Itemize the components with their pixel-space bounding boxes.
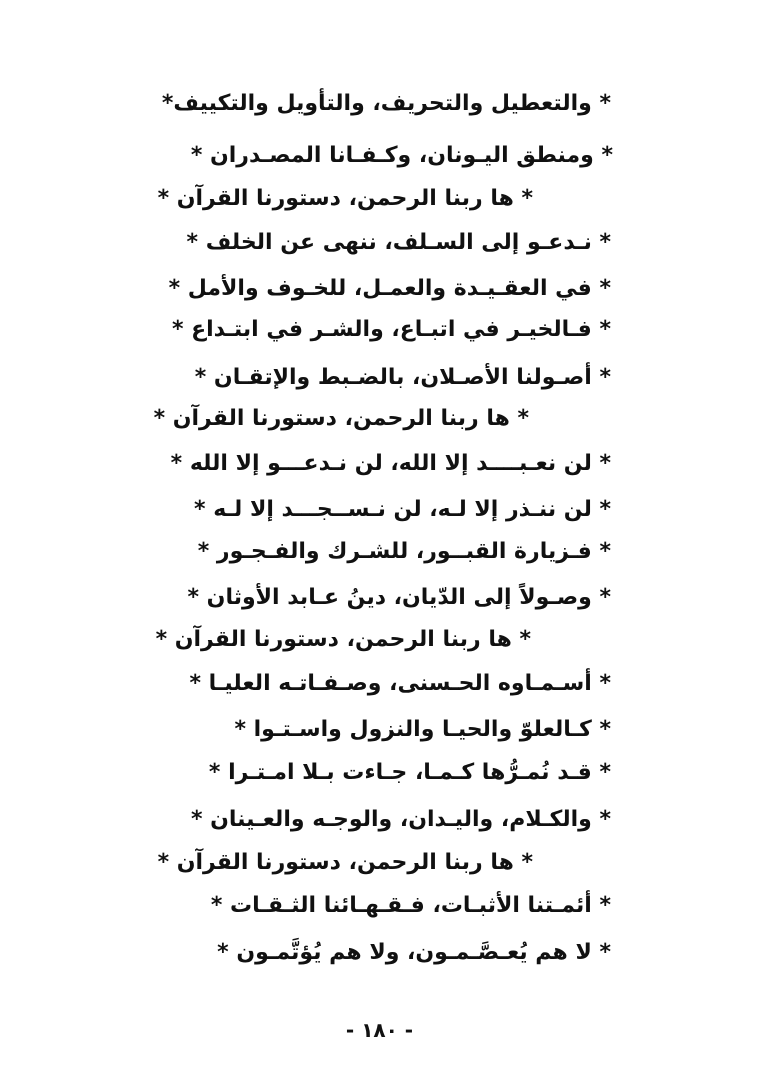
verse-line: * ومنطق اليـونان، وكـفـانا المصـدران * <box>190 143 613 168</box>
verse-line: * أسـمـاوه الحـسنى، وصـفـاتـه العليـا * <box>189 671 611 696</box>
verse-line: * ها ربنا الرحمن، دستورنا القرآن * <box>157 850 533 875</box>
verse-line: * لن ننـذر إلا لـه، لن نـســجـــد إلا لـه * <box>194 497 611 522</box>
verse-line: * لن نعـبــــد إلا الله، لن نـدعـــو إلا الله * <box>170 451 611 476</box>
verse-line: * فـزيارة القبــور، للشـرك والفـجـور * <box>197 539 611 564</box>
verse-line: * ها ربنا الرحمن، دستورنا القرآن * <box>153 406 529 431</box>
verse-line: * قـد نُمـرُّها كـمـا، جـاءت بـلا امـتـرا * <box>208 760 611 785</box>
verse-line: * وصـولاً إلى الدّيان، دينُ عـابد الأوثان * <box>187 585 611 610</box>
verse-line: * كـالعلوّ والحيـا والنزول واسـتـوا * <box>234 717 611 742</box>
verse-line: * في العقـيـدة والعمـل، للخـوف والأمل * <box>168 276 611 301</box>
verse-line: * ها ربنا الرحمن، دستورنا القرآن * <box>157 186 533 211</box>
verse-line: * نـدعـو إلى السـلف، ننهى عن الخلف * <box>186 230 611 255</box>
verse-line: * والكـلام، واليـدان، والوجـه والعـينان * <box>190 807 611 832</box>
verse-line: * والتعطيل والتحريف، والتأويل والتكييف* <box>161 91 611 116</box>
verse-line: * أصـولنا الأصـلان، بالضـبط والإتقـان * <box>194 365 611 390</box>
verse-line: * أئمـتنا الأثبـات، فـقـهـائنا الثـقـات * <box>210 893 611 918</box>
verse-line: * فـالخيـر في اتبـاع، والشـر في ابتـداع * <box>171 317 611 342</box>
page-number: - ١٨٠ - <box>345 1018 414 1042</box>
verse-line: * ها ربنا الرحمن، دستورنا القرآن * <box>155 627 531 652</box>
verse-line: * لا هم يُعـصَّـمـون، ولا هم يُؤتَّمـون * <box>217 940 611 965</box>
